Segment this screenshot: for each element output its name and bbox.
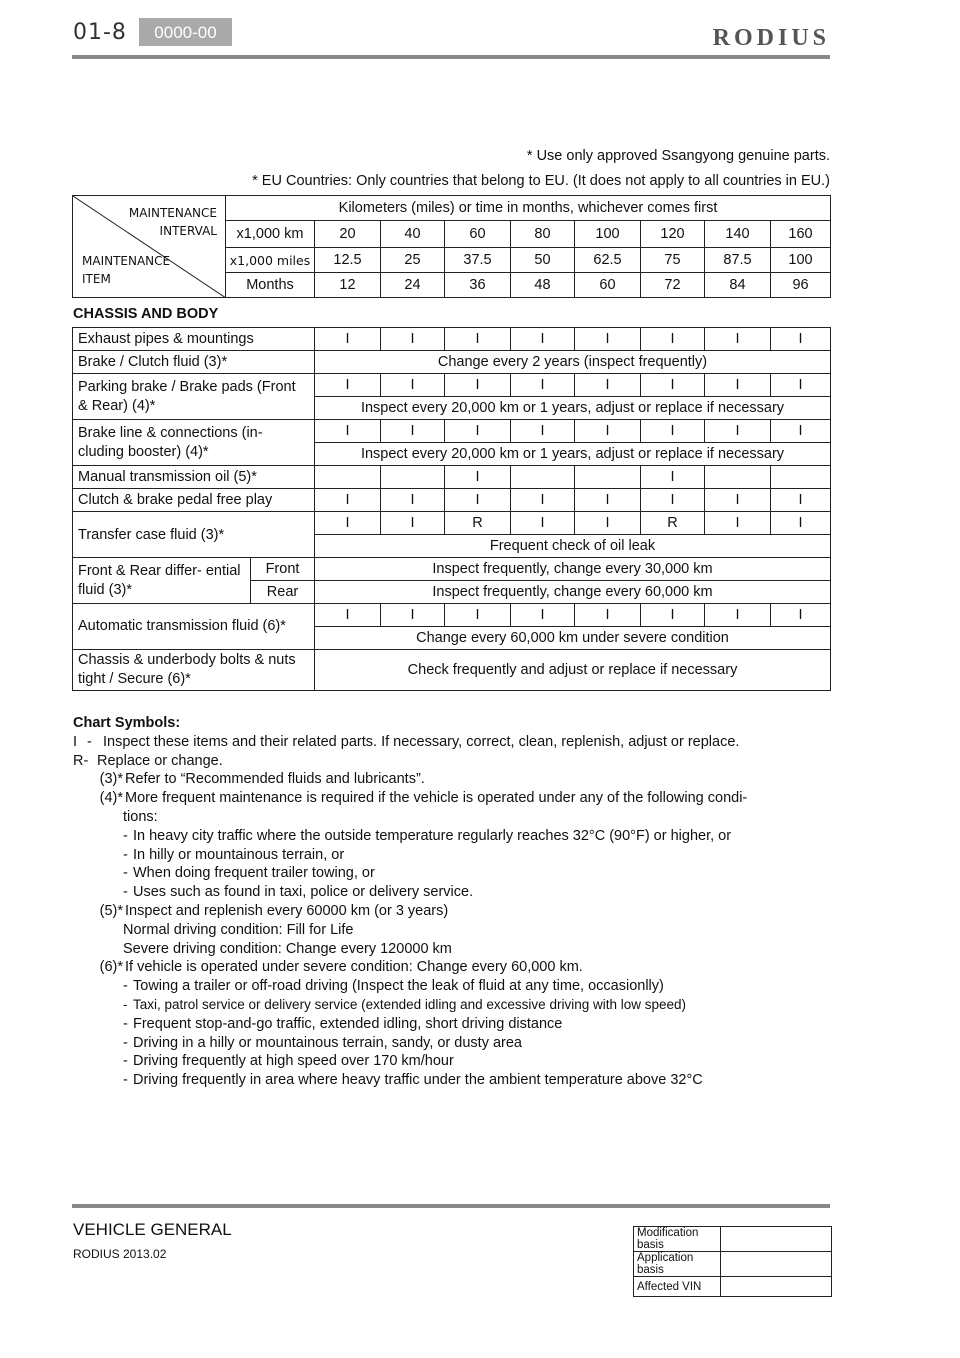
schedule-cell: I — [445, 374, 511, 397]
list-item-text: Towing a trailer or off-road driving (Inspect the leak of fluid at any time, occasionlly) — [133, 978, 664, 995]
schedule-cell: I — [705, 604, 771, 627]
schedule-cell: I — [445, 420, 511, 443]
schedule-cell: I — [381, 328, 445, 351]
schedule-cell: I — [575, 604, 641, 627]
schedule-cell: I — [771, 420, 831, 443]
section-title: CHASSIS AND BODY — [73, 306, 219, 322]
page-number: 01-8 — [73, 20, 127, 45]
table-row — [73, 351, 831, 374]
list-item: - Taxi, patrol service or delivery service (extended idling and excessive driving with low speed) — [73, 996, 833, 1015]
section-code-badge: 0000-00 — [139, 18, 232, 46]
table-row — [73, 604, 831, 627]
list-item-text: In heavy city traffic where the outside temperature regularly reaches 32°C (90°F) or higher, or — [133, 827, 732, 844]
item-label: Chassis & underbody bolts & nuts tight / Secure (6)* — [73, 650, 315, 691]
item-label: Brake / Clutch fluid (3)* — [73, 351, 315, 374]
schedule-cell: I — [445, 604, 511, 627]
sub-item-label: Rear — [251, 581, 315, 604]
schedule-cell: I — [511, 420, 575, 443]
schedule-cell: I — [641, 420, 705, 443]
miles-value: 100 — [771, 248, 831, 273]
footnote-text-cont: tions: — [123, 808, 158, 825]
schedule-cell: I — [315, 604, 381, 627]
footer-rule — [72, 1204, 830, 1208]
schedule-cell: I — [445, 489, 511, 512]
schedule-cell: I — [771, 489, 831, 512]
km-value: 80 — [511, 221, 575, 248]
miles-value: 25 — [381, 248, 445, 273]
schedule-cell — [315, 466, 381, 489]
footnote-4 — [73, 789, 833, 808]
schedule-note: Inspect frequently, change every 30,000 km — [315, 558, 831, 581]
footnote-key: (4)* — [99, 790, 123, 807]
schedule-cell: I — [771, 374, 831, 397]
km-label: x1,000 km — [226, 221, 315, 248]
symbol-key: I — [73, 733, 78, 750]
footnote-text: Refer to “Recommended fluids and lubricants”. — [125, 771, 425, 788]
km-value: 60 — [445, 221, 511, 248]
table-row — [73, 558, 831, 581]
footnote-key: (6)* — [99, 959, 123, 976]
table-row — [73, 489, 831, 512]
schedule-cell: I — [445, 328, 511, 351]
chassis-body-table — [72, 327, 831, 691]
schedule-cell: I — [705, 512, 771, 535]
corner-top-text: MAINTENANCE — [128, 206, 217, 220]
list-item-text: Uses such as found in taxi, police or delivery service. — [133, 884, 474, 901]
schedule-cell: I — [641, 328, 705, 351]
item-label: Transfer case fluid (3)* — [73, 512, 315, 558]
months-value: 48 — [511, 273, 575, 298]
list-item: - Driving frequently at high speed over 170 km/hour — [123, 1053, 454, 1070]
item-label: Exhaust pipes & mountings — [73, 328, 315, 351]
schedule-cell: I — [641, 604, 705, 627]
miles-value: 50 — [511, 248, 575, 273]
list-item-text: Frequent stop-and-go traffic, extended idling, short driving distance — [133, 1015, 563, 1032]
revision-value — [721, 1227, 832, 1252]
km-value: 40 — [381, 221, 445, 248]
schedule-cell: I — [771, 512, 831, 535]
months-label: Months — [226, 273, 315, 298]
item-label: Manual transmission oil (5)* — [73, 466, 315, 489]
schedule-note: Inspect frequently, change every 60,000 km — [315, 581, 831, 604]
footnote-text-cont: Severe driving condition: Change every 120000 km — [123, 940, 452, 957]
schedule-cell: I — [705, 420, 771, 443]
list-item: - Towing a trailer or off-road driving (Inspect the leak of fluid at any time, occasionlly) — [123, 978, 664, 995]
months-value: 24 — [381, 273, 445, 298]
table-row — [634, 1277, 832, 1297]
list-item: - In hilly or mountainous terrain, or — [123, 846, 345, 863]
table-row — [73, 512, 831, 535]
schedule-cell: I — [381, 489, 445, 512]
schedule-cell — [771, 466, 831, 489]
footnote-text: If vehicle is operated under severe condition: Change every 60,000 km. — [125, 959, 583, 976]
symbol-text: Replace or change. — [97, 752, 223, 769]
schedule-cell: I — [315, 489, 381, 512]
schedule-cell — [511, 466, 575, 489]
table-row — [73, 328, 831, 351]
schedule-cell: I — [771, 604, 831, 627]
schedule-cell: I — [381, 420, 445, 443]
months-value: 72 — [641, 273, 705, 298]
schedule-cell: I — [575, 328, 641, 351]
revision-value — [721, 1252, 832, 1277]
schedule-cell: I — [511, 374, 575, 397]
item-label: Clutch & brake pedal free play — [73, 489, 315, 512]
item-label: Front & Rear differ- ential fluid (3)* — [73, 558, 251, 604]
months-value: 60 — [575, 273, 641, 298]
revision-value — [721, 1277, 832, 1297]
schedule-cell: I — [315, 328, 381, 351]
revision-label: Affected VIN — [634, 1277, 721, 1297]
miles-value: 12.5 — [315, 248, 381, 273]
symbol-dash: - — [87, 733, 92, 750]
schedule-note: Check frequently and adjust or replace if necessary — [315, 650, 831, 691]
schedule-cell: I — [511, 489, 575, 512]
footnote-text-cont: Normal driving condition: Fill for Life — [123, 921, 354, 938]
table-row — [634, 1252, 832, 1277]
brand-logo: RODIUS — [712, 25, 830, 51]
miles-value: 62.5 — [575, 248, 641, 273]
item-label: Parking brake / Brake pads (Front & Rear) (4)* — [73, 374, 315, 420]
item-label: Brake line & connections (in- cluding booster) (4)* — [73, 420, 315, 466]
table-row — [634, 1227, 832, 1252]
schedule-cell: I — [511, 512, 575, 535]
schedule-cell: I — [381, 512, 445, 535]
schedule-note: Inspect every 20,000 km or 1 years, adjust or replace if necessary — [315, 397, 831, 420]
revision-label: Application basis — [634, 1252, 721, 1277]
list-item-text: When doing frequent trailer towing, or — [133, 865, 375, 882]
note-eu-countries: * EU Countries: Only countries that belong to EU. (It does not apply to all countries in EU.) — [252, 173, 830, 189]
km-value: 100 — [575, 221, 641, 248]
schedule-cell: I — [381, 374, 445, 397]
schedule-cell: I — [641, 466, 705, 489]
schedule-cell — [705, 466, 771, 489]
schedule-cell: I — [315, 420, 381, 443]
months-value: 96 — [771, 273, 831, 298]
km-value: 160 — [771, 221, 831, 248]
footnote-3 — [73, 770, 833, 789]
corner-bottom-text: MAINTENANCE — [82, 254, 171, 268]
corner-cell — [73, 196, 226, 298]
schedule-cell: I — [705, 489, 771, 512]
km-value: 140 — [705, 221, 771, 248]
corner-interval-label — [129, 204, 217, 240]
schedule-cell: R — [641, 512, 705, 535]
list-item-text: In hilly or mountainous terrain, or — [133, 846, 345, 863]
list-item: - Driving in a hilly or mountainous terrain, sandy, or dusty area — [123, 1034, 523, 1051]
schedule-cell — [381, 466, 445, 489]
interval-header-table — [72, 195, 831, 298]
list-item: - When doing frequent trailer towing, or — [123, 865, 375, 882]
miles-label: x1,000 miles — [226, 248, 315, 273]
list-item-text: Driving frequently at high speed over 170 km/hour — [133, 1053, 454, 1070]
footnote-key: (5)* — [99, 902, 123, 919]
list-item-text: Driving frequently in area where heavy traffic under the ambient temperature above 32°C — [133, 1072, 703, 1089]
footer-title: VEHICLE GENERAL — [73, 1220, 232, 1239]
list-item-text: Taxi, patrol service or delivery service (extended idling and excessive driving with low speed) — [133, 996, 687, 1012]
table-row — [73, 420, 831, 443]
schedule-note: Inspect every 20,000 km or 1 years, adjust or replace if necessary — [315, 443, 831, 466]
footnote-text: More frequent maintenance is required if the vehicle is operated under any of the following condi- — [125, 790, 748, 807]
km-value: 120 — [641, 221, 705, 248]
symbol-i — [73, 733, 833, 752]
footnote-key: (3)* — [99, 771, 123, 788]
list-item: - Uses such as found in taxi, police or delivery service. — [123, 884, 474, 901]
item-label: Automatic transmission fluid (6)* — [73, 604, 315, 650]
schedule-note: Frequent check of oil leak — [315, 535, 831, 558]
months-value: 84 — [705, 273, 771, 298]
schedule-cell: I — [315, 374, 381, 397]
chart-symbols — [73, 714, 833, 1090]
schedule-cell: I — [381, 604, 445, 627]
sub-item-label: Front — [251, 558, 315, 581]
table-row — [73, 374, 831, 397]
schedule-note: Change every 2 years (inspect frequently) — [315, 351, 831, 374]
schedule-cell: I — [575, 374, 641, 397]
corner-top-text-2: INTERVAL — [159, 224, 217, 238]
revision-table — [633, 1226, 832, 1297]
table-row — [73, 650, 831, 691]
schedule-cell: I — [641, 489, 705, 512]
miles-value: 75 — [641, 248, 705, 273]
symbol-key: R- — [73, 752, 89, 769]
symbols-title: Chart Symbols: — [73, 715, 181, 731]
schedule-cell: R — [445, 512, 511, 535]
corner-item-label — [82, 252, 170, 288]
schedule-note: Change every 60,000 km under severe condition — [315, 627, 831, 650]
list-item: - Driving frequently in area where heavy traffic under the ambient temperature above 32°C — [123, 1072, 703, 1089]
footnote-text: Inspect and replenish every 60000 km (or 3 years) — [125, 902, 449, 919]
km-value: 20 — [315, 221, 381, 248]
schedule-cell: I — [641, 374, 705, 397]
months-value: 36 — [445, 273, 511, 298]
list-item: - In heavy city traffic where the outside temperature regularly reaches 32°C (90°F) or higher, or — [123, 827, 732, 844]
schedule-cell: I — [575, 512, 641, 535]
miles-value: 37.5 — [445, 248, 511, 273]
schedule-cell — [575, 466, 641, 489]
corner-bottom-text-2: ITEM — [82, 272, 111, 286]
header-rule — [72, 55, 830, 59]
list-item: - Frequent stop-and-go traffic, extended idling, short driving distance — [123, 1015, 563, 1032]
symbol-text: Inspect these items and their related parts. If necessary, correct, clean, replenish, adjust or replace. — [103, 733, 740, 750]
footer-subtitle: RODIUS 2013.02 — [73, 1247, 167, 1261]
note-genuine-parts: * Use only approved Ssangyong genuine parts. — [526, 148, 830, 164]
footnote-5 — [73, 902, 833, 921]
interval-header: Kilometers (miles) or time in months, whichever comes first — [226, 196, 831, 221]
schedule-cell: I — [575, 420, 641, 443]
months-value: 12 — [315, 273, 381, 298]
schedule-cell: I — [771, 328, 831, 351]
schedule-cell: I — [511, 328, 575, 351]
schedule-cell: I — [705, 328, 771, 351]
schedule-cell: I — [575, 489, 641, 512]
symbol-r — [73, 752, 833, 771]
revision-label: Modification basis — [634, 1227, 721, 1252]
table-row — [73, 466, 831, 489]
schedule-cell: I — [705, 374, 771, 397]
schedule-cell: I — [445, 466, 511, 489]
footnote-6 — [73, 958, 833, 977]
list-item-text: Driving in a hilly or mountainous terrain, sandy, or dusty area — [133, 1034, 523, 1051]
miles-value: 87.5 — [705, 248, 771, 273]
schedule-cell: I — [511, 604, 575, 627]
schedule-cell: I — [315, 512, 381, 535]
